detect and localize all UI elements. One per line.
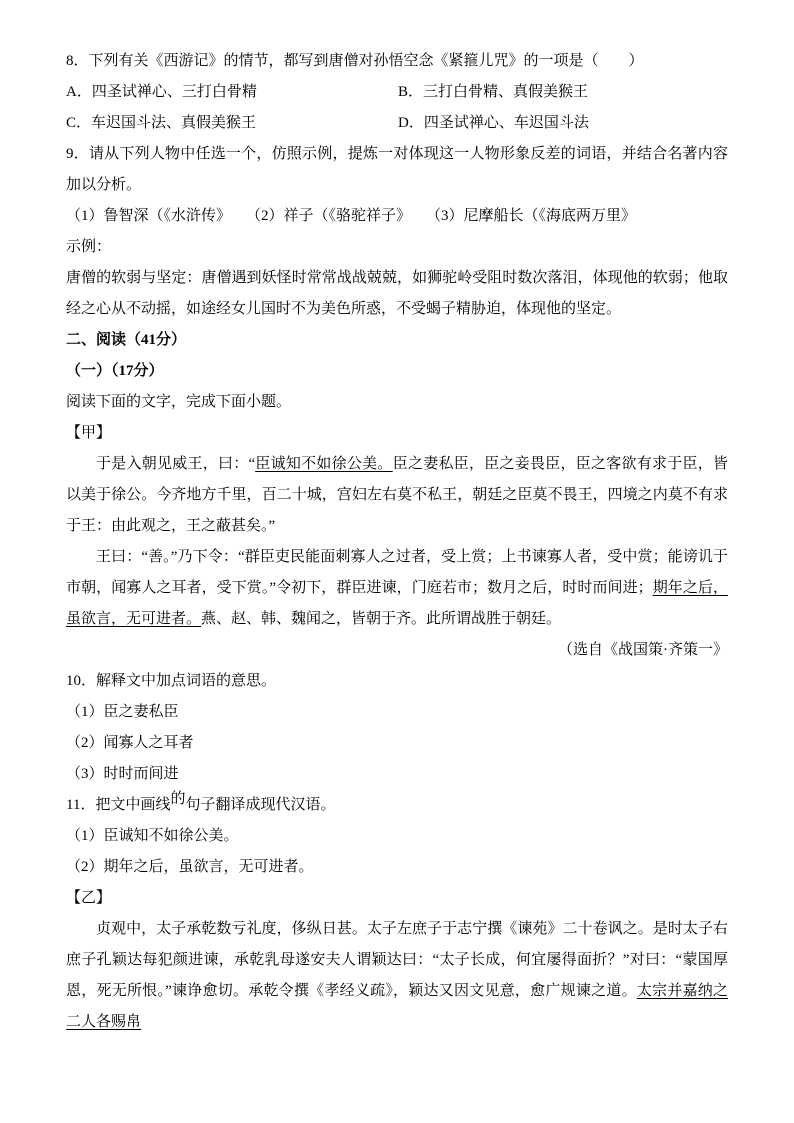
section-reading-title: 二、阅读（41分）: [66, 332, 187, 348]
q11-stem: [66, 790, 728, 821]
jia-para1-underlined-sentence: 臣诚知不如徐公美。: [255, 456, 393, 472]
q9-choices: （1）鲁智深（《水浒传》 （2）祥子（《骆驼祥子》 （3）尼摩船长（《海底两万里》: [66, 208, 637, 224]
q11-stem-raised-char: 的: [170, 791, 186, 807]
jia-para1-post: 臣之妻私臣，臣之妾畏臣，臣之客欲有求于臣，皆以美于徐公。今齐地方千里，百二十城，宫妇左右莫不私王，朝廷之臣莫不畏王，四境之内莫不有求于王：由此观之，王之蔽甚矣。”: [66, 456, 728, 534]
q8-options-row-2: [66, 108, 728, 139]
jia-para2-underlined-sentence: 期年之后，虽欲言，无可进者。: [66, 580, 728, 627]
jia-para2-pre: 王曰：“善。”乃下令：“群臣吏民能面刺寡人之过者，受上赏；上书谏寡人者，受中赏；能谤讥于市朝，闻寡人之耳者，受下赏。”令初下，群臣进谏，门庭若市；数月之后，时时而间进；: [66, 549, 728, 596]
q8-option-a: A．四圣试禅心、三打白骨精: [66, 84, 257, 100]
passage-jia-paragraph-1: [66, 449, 728, 542]
jia-para1-pre: 于是入朝见威王，曰：“: [96, 456, 256, 472]
q10-item-3: （3）时时而间进: [66, 766, 179, 782]
jia-para2-post: 燕、赵、韩、魏闻之，皆朝于齐。此所谓战胜于朝廷。: [201, 611, 562, 627]
q8-option-d: D．四圣试禅心、车迟国斗法: [398, 115, 589, 131]
part1-intro: 阅读下面的文字，完成下面小题。: [66, 394, 292, 410]
passage-jia-source: （选自《战国策·齐策一》: [558, 642, 728, 658]
passage-yi-label: 【乙】: [66, 890, 112, 906]
q10-stem: 10．解释文中加点词语的意思。: [66, 673, 277, 689]
q9-example-label: 示例：: [66, 239, 112, 255]
q11-stem-post: 句子翻译成现代汉语。: [185, 797, 336, 813]
yi-para1-pre: 贞观中，太子承乾数亏礼度，侈纵日甚。太子左庶子于志宁撰《谏苑》二十卷讽之。是时太子右庶子孔颖达每犯颜进谏，承乾乳母遂安夫人谓颖达曰：“太子长成，何宜屡得面折？”对曰：“蒙国厚恩，死无所恨。”谏诤愈切。承乾令撰《孝经义疏》，颖达又因文见意，愈广规谏之道。: [66, 921, 728, 999]
q8-option-b: B．三打白骨精、真假美猴王: [398, 84, 589, 100]
q11-item-1: （1）臣诚知不如徐公美。: [66, 828, 239, 844]
yi-para1-underlined-sentence: 太宗并嘉纳之二人各赐帛: [66, 983, 728, 1030]
q8-options-row-1: [66, 77, 728, 108]
passage-jia-paragraph-2: [66, 542, 728, 635]
q9-stem: 9．请从下列人物中任选一个，仿照示例，提炼一对体现这一人物形象反差的词语，并结合名著内容加以分析。: [66, 146, 728, 193]
q11-item-2: （2）期年之后，虽欲言，无可进者。: [66, 859, 314, 875]
q11-stem-pre: 11．把文中画线: [66, 797, 171, 813]
part1-title: （一）（17分）: [66, 363, 164, 379]
passage-jia-label: 【甲】: [66, 425, 112, 441]
q10-item-1: （1）臣之妻私臣: [66, 704, 179, 720]
q9-example-text: 唐僧的软弱与坚定：唐僧遇到妖怪时常常战战兢兢，如狮驼岭受阻时数次落泪，体现他的软弱；他取经之心从不动摇，如途经女儿国时不为美色所惑，不受蝎子精胁迫，体现他的坚定。: [66, 270, 728, 317]
passage-yi-paragraph-1: [66, 914, 728, 1038]
q10-item-2: （2）闻寡人之耳者: [66, 735, 194, 751]
q8-option-c: C．车迟国斗法、真假美猴王: [66, 115, 257, 131]
q8-stem: 8．下列有关《西游记》的情节，都写到唐僧对孙悟空念《紧箍儿咒》的一项是（ ）: [66, 53, 644, 69]
